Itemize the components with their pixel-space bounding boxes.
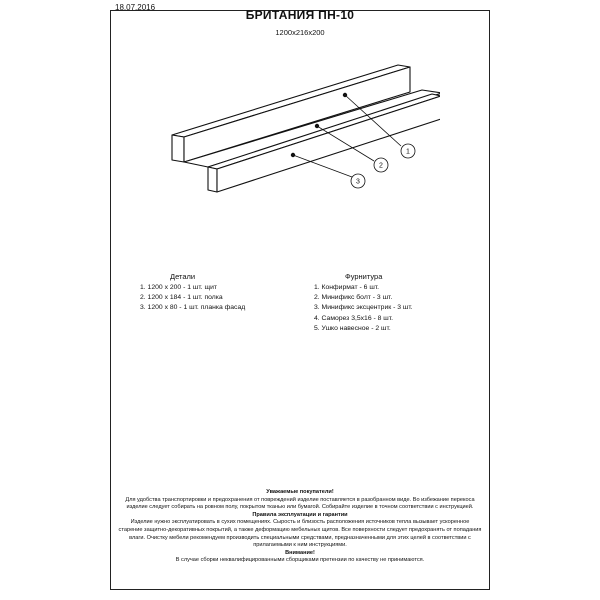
notes-attention: Внимание! <box>285 549 315 556</box>
notes-greeting: Уважаемые покупатели! <box>266 489 334 495</box>
leader-dot-1 <box>343 93 347 97</box>
notes-paragraph-1: Для удобства транспортировки и предохранения от повреждений изделие поставляется в разобранном виде. Во избежание перекоса изделие следует собирать на ровном полу, покрытом тканью или бумагой. Собирайте изделие в точном соответствии с инструкцией. <box>125 496 475 511</box>
callout-label-1: 1 <box>406 148 410 156</box>
callout-label-2: 2 <box>379 162 383 170</box>
notes-rules-heading: Правила эксплуатации и гарантии <box>252 511 348 518</box>
leader-dot-2 <box>315 124 319 128</box>
front-bar-end <box>208 167 217 192</box>
list-item: 3. 1200 х 80 - 1 шт. планка фасад <box>140 304 246 312</box>
shelf-assembly-drawing <box>160 55 440 205</box>
parts-list <box>140 283 245 314</box>
notes-paragraph-2: Изделие нужно эксплуатировать в сухих помещениях. Сырость и близость расположения источников тепла вызывает ускоренное старение защитно-декоративных покрытий, а также деформацию мебельных щитов. Все поверхности следует предохранять от попадания влаги. Очистку мебели рекомендуем производить специальными средствами, предназначенными для этих целей в соответствии с прилагаемыми к ним инструкциями. <box>118 519 482 549</box>
document-date: 18.07.2016 <box>115 3 156 12</box>
hardware-list <box>314 283 413 334</box>
list-item: 2. Минификс болт - 3 шт. <box>314 294 393 302</box>
customer-notes <box>118 489 482 565</box>
parts-heading: Детали <box>170 272 196 281</box>
hardware-heading: Фурнитура <box>345 272 383 281</box>
leader-line-3 <box>293 155 352 177</box>
leader-dot-3 <box>291 153 295 157</box>
list-item: 1. 1200 х 200 - 1 шт. щит <box>140 284 217 291</box>
list-item: 5. Ушко навесное - 2 шт. <box>314 324 391 332</box>
list-item: 3. Минификс эксцентрик - 3 шт. <box>314 304 413 312</box>
list-item: 2. 1200 х 184 - 1 шт. полка <box>140 294 223 302</box>
notes-paragraph-3: В случае сборки неквалифицированными сборщиками претензии по качеству не принимаются. <box>175 557 425 564</box>
page-title: БРИТАНИЯ ПН-10 <box>245 8 355 22</box>
list-item: 1. Конфирмат - 6 шт. <box>314 284 380 291</box>
callout-label-3: 3 <box>356 178 360 186</box>
product-dimensions: 1200x216x200 <box>275 28 325 37</box>
back-panel-front <box>172 135 184 162</box>
list-item: 4. Саморез 3,5х16 - 8 шт. <box>314 314 394 322</box>
